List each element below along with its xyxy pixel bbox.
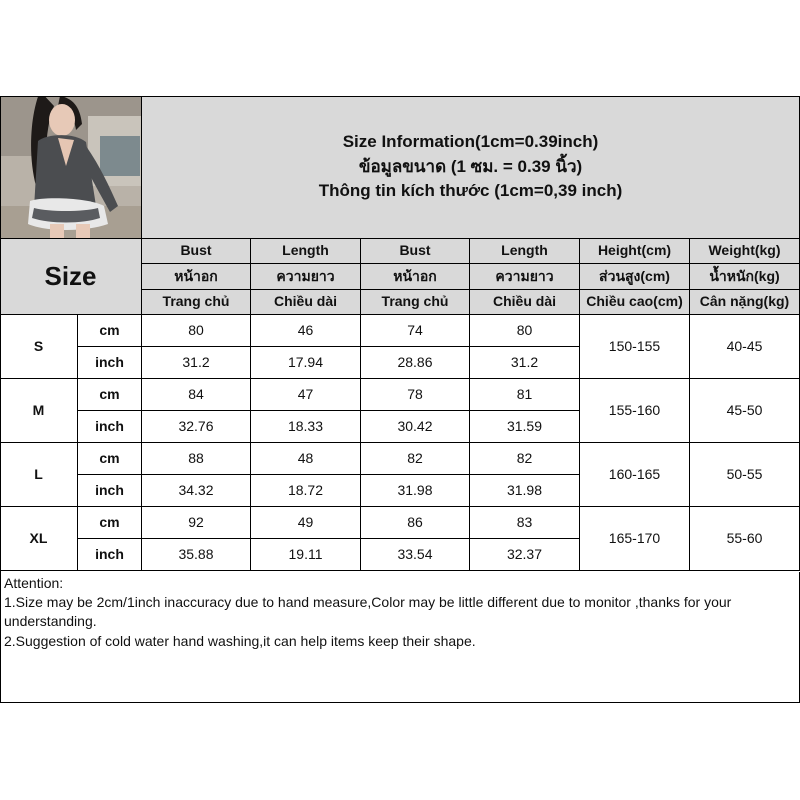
size-header <box>0 239 142 315</box>
size-s-height: 150-155 <box>580 315 690 379</box>
size-l-cm-value: 82 <box>361 443 470 475</box>
product-photo-image <box>0 96 142 239</box>
size-xl-label: XL <box>0 507 78 571</box>
col-header-length-1-vi: Chiều dài <box>251 290 361 315</box>
size-xl-weight: 55-60 <box>690 507 800 571</box>
col-header-height: Height(cm) <box>580 239 690 264</box>
size-l-inch-value: 34.32 <box>142 475 251 507</box>
size-l-cm-value: 88 <box>142 443 251 475</box>
col-header-bust-1: Bust <box>142 239 251 264</box>
size-l-inch-value: 31.98 <box>470 475 580 507</box>
size-xl-cm-value: 83 <box>470 507 580 539</box>
col-header-length-2-vi: Chiều dài <box>470 290 580 315</box>
size-chart <box>0 96 800 703</box>
size-xl-height: 165-170 <box>580 507 690 571</box>
size-xl-unit-cm: cm <box>78 507 142 539</box>
col-header-length-1-th: ความยาว <box>251 264 361 290</box>
size-s-inch-value: 31.2 <box>142 347 251 379</box>
size-s-cm-value: 46 <box>251 315 361 347</box>
product-photo <box>0 96 142 239</box>
col-header-weight-th: น้ำหนัก(kg) <box>690 264 800 290</box>
size-s-weight: 40-45 <box>690 315 800 379</box>
col-header-length-2: Length <box>470 239 580 264</box>
size-s-cm-value: 74 <box>361 315 470 347</box>
size-m-weight: 45-50 <box>690 379 800 443</box>
title-block <box>142 96 800 239</box>
size-l-cm-value: 48 <box>251 443 361 475</box>
size-xl-unit-inch: inch <box>78 539 142 571</box>
size-header-label: Size <box>44 261 97 292</box>
size-m-unit-inch: inch <box>78 411 142 443</box>
title-thai: ข้อมูลขนาด (1 ซม. = 0.39 นิ้ว) <box>358 156 583 176</box>
size-xl-inch-value: 35.88 <box>142 539 251 571</box>
size-s-cm-value: 80 <box>470 315 580 347</box>
col-header-bust-1-vi: Trang chủ <box>142 290 251 315</box>
col-header-height-vi: Chiều cao(cm) <box>580 290 690 315</box>
size-m-height: 155-160 <box>580 379 690 443</box>
col-header-bust-2-th: หน้าอก <box>361 264 470 290</box>
size-xl-cm-value: 49 <box>251 507 361 539</box>
size-m-unit-cm: cm <box>78 379 142 411</box>
size-m-cm-value: 84 <box>142 379 251 411</box>
col-header-weight: Weight(kg) <box>690 239 800 264</box>
size-s-cm-value: 80 <box>142 315 251 347</box>
attention-heading: Attention: <box>4 575 64 591</box>
size-xl-cm-value: 92 <box>142 507 251 539</box>
size-l-cm-value: 82 <box>470 443 580 475</box>
col-header-length-2-th: ความยาว <box>470 264 580 290</box>
title-vietnamese: Thông tin kích thước (1cm=0,39 inch) <box>318 181 623 201</box>
size-xl-inch-value: 33.54 <box>361 539 470 571</box>
attention-note-1: 1.Size may be 2cm/1inch inaccuracy due to hand measure,Color may be little different due to monitor ,thanks for your understanding. <box>4 594 732 630</box>
col-header-bust-1-th: หน้าอก <box>142 264 251 290</box>
size-l-height: 160-165 <box>580 443 690 507</box>
col-header-bust-2-vi: Trang chủ <box>361 290 470 315</box>
size-l-inch-value: 31.98 <box>361 475 470 507</box>
size-l-unit-cm: cm <box>78 443 142 475</box>
size-xl-cm-value: 86 <box>361 507 470 539</box>
col-header-bust-2: Bust <box>361 239 470 264</box>
size-xl-inch-value: 32.37 <box>470 539 580 571</box>
col-header-weight-vi: Cân nặng(kg) <box>690 290 800 315</box>
size-m-cm-value: 81 <box>470 379 580 411</box>
size-s-label: S <box>0 315 78 379</box>
attention-notes <box>0 572 800 703</box>
size-m-inch-value: 18.33 <box>251 411 361 443</box>
size-s-unit-cm: cm <box>78 315 142 347</box>
size-m-inch-value: 32.76 <box>142 411 251 443</box>
size-l-inch-value: 18.72 <box>251 475 361 507</box>
title-english: Size Information(1cm=0.39inch) <box>342 132 599 152</box>
attention-note-2: 2.Suggestion of cold water hand washing,it can help items keep their shape. <box>4 632 476 649</box>
size-l-weight: 50-55 <box>690 443 800 507</box>
size-l-label: L <box>0 443 78 507</box>
size-m-inch-value: 31.59 <box>470 411 580 443</box>
size-xl-inch-value: 19.11 <box>251 539 361 571</box>
size-m-inch-value: 30.42 <box>361 411 470 443</box>
size-s-inch-value: 28.86 <box>361 347 470 379</box>
size-m-label: M <box>0 379 78 443</box>
size-s-unit-inch: inch <box>78 347 142 379</box>
size-l-unit-inch: inch <box>78 475 142 507</box>
size-m-cm-value: 47 <box>251 379 361 411</box>
col-header-height-th: ส่วนสูง(cm) <box>580 264 690 290</box>
col-header-length-1: Length <box>251 239 361 264</box>
size-s-inch-value: 31.2 <box>470 347 580 379</box>
size-m-cm-value: 78 <box>361 379 470 411</box>
size-s-inch-value: 17.94 <box>251 347 361 379</box>
